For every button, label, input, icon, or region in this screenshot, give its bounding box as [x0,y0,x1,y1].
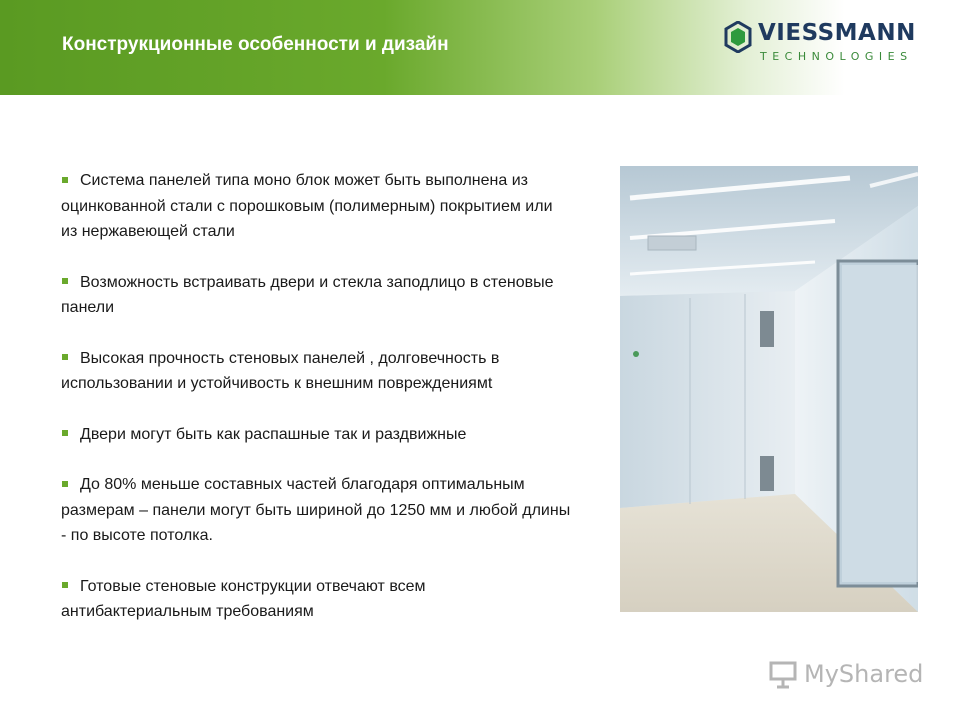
square-bullet-icon [62,430,68,436]
slide-title: Конструкционные особенности и дизайн [62,34,449,55]
bullet-text: Готовые стеновые конструкции отвечают всем антибактериальным требованиям [61,577,426,620]
myshared-watermark [766,654,926,694]
cleanroom-photo [620,166,918,612]
slide-header [0,0,960,95]
list-item [61,422,571,448]
presentation-icon [768,659,798,689]
viessmann-logo [724,20,924,70]
bullet-text: Двери могут быть как распашные так и раздвижные [80,425,467,443]
bullet-text: Система панелей типа моно блок может быть выполнена из оцинкованной стали с порошковым (полимерным) покрытием или из нержавеющей стали [61,172,553,240]
cleanroom-illustration [620,166,918,612]
list-item [61,168,571,245]
square-bullet-icon [62,177,68,183]
logo-subtitle: TECHNOLOGIES [760,50,913,63]
watermark-text: MyShared [804,660,924,688]
bullet-text: Высокая прочность стеновых панелей , долговечность в использовании и устойчивость к внешним повреждениямt [61,349,500,392]
list-item [61,574,571,625]
hexagon-logo-icon [724,21,752,53]
bullet-text: Возможность встраивать двери и стекла заподлицо в стеновые панели [61,273,554,316]
bullet-list [61,168,571,650]
logo-name: VIESSMANN [758,20,916,46]
square-bullet-icon [62,481,68,487]
square-bullet-icon [62,582,68,588]
square-bullet-icon [62,354,68,360]
list-item [61,472,571,549]
list-item [61,346,571,397]
list-item [61,270,571,321]
square-bullet-icon [62,278,68,284]
bullet-text: До 80% меньше составных частей благодаря оптимальным размерам – панели могут быть шириной до 1250 мм и любой длины - по высоте потолка. [61,476,571,544]
